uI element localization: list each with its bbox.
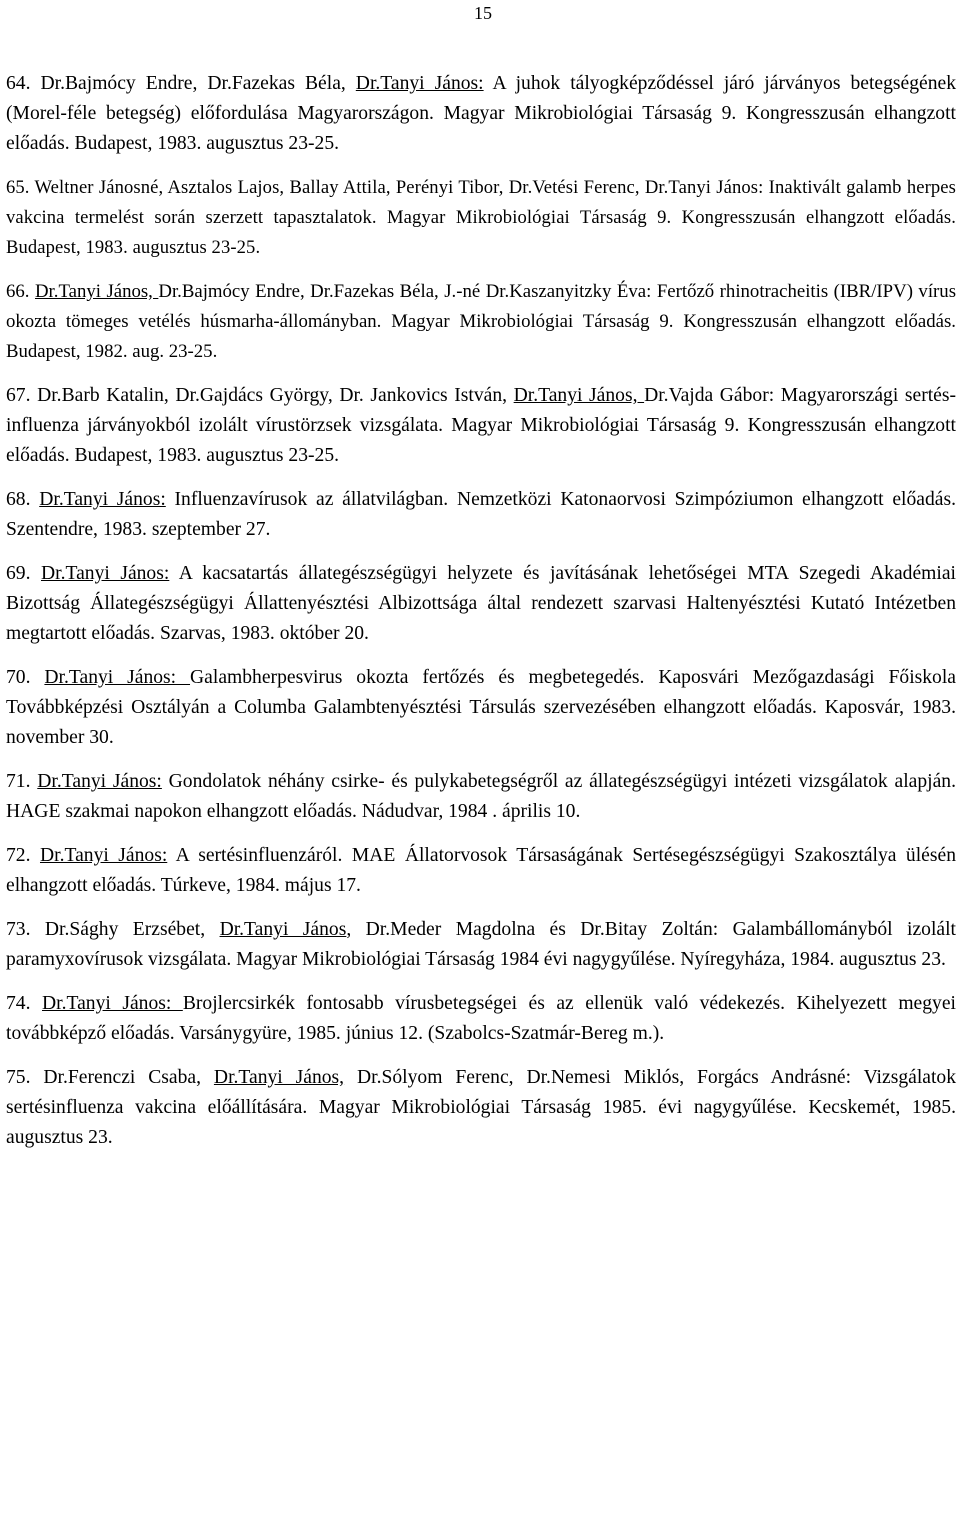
list-item — [6, 663, 956, 753]
list-item — [6, 989, 956, 1049]
entry-text-before: Dr.Bajmócy Endre, Dr.Fazekas Béla, — [30, 73, 356, 94]
entry-text-before — [31, 667, 45, 688]
entry-text-before: Weltner Jánosné, Asztalos Lajos, Ballay Attila, Perényi Tibor, Dr.Vetési Ferenc, Dr.Tanyi János: Inaktivált galamb herpes vakcina termelést során szerzett tapasztalatok. Magyar Mikrobiológiai Társaság 9. Kongresszusán elhangzott előadás. Budapest, 1983. augusztus 23-25. — [6, 177, 956, 258]
entry-number: 64. — [6, 73, 31, 94]
entry-number: 69. — [6, 563, 31, 584]
page-number: 15 — [474, 3, 492, 23]
entry-number: 71. — [6, 771, 31, 792]
entry-text-before — [31, 845, 40, 866]
entry-text-after: , Dr.Meder Magdolna és Dr.Bitay Zoltán: Galambállományból izolált paramyxovírusok vizsgálata. Magyar Mikrobiológiai Társaság 1984 évi nagygyűlése. Nyíregyháza, 1984. augusztus 23. — [6, 919, 956, 970]
list-item — [6, 559, 956, 649]
entry-author-underlined: Dr.Tanyi János: — [42, 993, 183, 1014]
entry-author-underlined: Dr.Tanyi János: — [44, 667, 191, 688]
entry-author-underlined: Dr.Tanyi János: — [355, 73, 484, 94]
list-item — [6, 485, 956, 545]
entry-author-underlined: Dr.Tanyi János, — [34, 281, 159, 302]
list-item — [6, 173, 956, 263]
entry-text-after: Influenzavírusok az állatvilágban. Nemzetközi Katonaorvosi Szimpóziumon elhangzott előadás. Szentendre, 1983. szeptember 27. — [6, 489, 956, 540]
list-item — [6, 1063, 956, 1153]
entry-number: 70. — [6, 667, 31, 688]
entry-author-underlined: Dr.Tanyi János: — [39, 489, 166, 510]
entry-text-before — [31, 489, 40, 510]
entry-text-after: Brojlercsirkék fontosabb vírusbetegségei és az ellenük való védekezés. Kihelyezett megyei továbbképző előadás. Varsánygyüre, 1985. június 12. (Szabolcs-Szatmár-Bereg m.). — [6, 993, 956, 1044]
list-item — [6, 767, 956, 827]
entry-author-underlined: Dr.Tanyi János, — [213, 1067, 345, 1088]
entry-author-underlined: Dr.Tanyi János, — [513, 385, 645, 406]
list-item — [6, 841, 956, 901]
entry-number: 73. — [6, 919, 31, 940]
entry-text-after: Galambherpesvirus okozta fertőzés és megbetegedés. Kaposvári Mezőgazdasági Főiskola Továbbképzési Osztályán a Columba Galambtenyésztési Társulás szervezésében elhangzott előadás. Kaposvár, 1983. november 30. — [6, 667, 956, 748]
entry-text-after: Dr.Vajda Gábor: Magyarországi sertés-influenza járványokból izolált vírustörzsek vizsgálata. Magyar Mikrobiológiai Társaság 9. Kongresszusán elhangzott előadás. Budapest, 1983. augusztus 23-25. — [6, 385, 957, 466]
entry-text-before: Dr.Sághy Erzsébet, — [30, 919, 220, 940]
entry-text-after: A kacsatartás állategészségügyi helyzete és javításának lehetőségei MTA Szegedi Akadémiai Bizottság Állategészségügyi Állattenyésztési Albizottsága által rendezett szarvasi Haltenyésztési Kutató Intézetben megtartott előadás. Szarvas, 1983. október 20. — [6, 563, 956, 644]
entry-number: 75. — [6, 1067, 31, 1088]
entry-text-after: Gondolatok néhány csirke- és pulykabetegségről az állategészségügyi intézeti vizsgálatok alapján. HAGE szakmai napokon elhangzott előadás. Nádudvar, 1984 . április 10. — [6, 771, 956, 822]
entry-text-after: Dr.Sólyom Ferenc, Dr.Nemesi Miklós, Forgács Andrásné: Vizsgálatok sertésinfluenza vakcina előállítására. Magyar Mikrobiológiai Társaság 1985. évi nagygyűlése. Kecskemét, 1985. augusztus 23. — [6, 1067, 956, 1148]
entry-number: 74. — [6, 993, 31, 1014]
entry-text-before: Dr.Ferenczi Csaba, — [30, 1067, 214, 1088]
publication-list — [6, 69, 956, 1167]
entry-text-after: A juhok tályogképződéssel járó járványos betegségének (Morel-féle betegség) előfordulása Magyarországon. Magyar Mikrobiológiai Társaság 9. Kongresszusán elhangzott előadás. Budapest, 1983. augusztus 23-25. — [6, 73, 957, 154]
list-item — [6, 381, 956, 471]
entry-author-underlined: Dr.Tanyi János — [219, 919, 347, 940]
entry-text-after: Dr.Bajmócy Endre, Dr.Fazekas Béla, J.-né Dr.Kaszanyitzky Éva: Fertőző rhinotracheitis (IBR/IPV) vírus okozta tömeges vetélés húsmarha-állományban. Magyar Mikrobiológiai Társaság 9. Kongresszusán elhangzott előadás. Budapest, 1982. aug. 23-25. — [6, 281, 956, 362]
entry-text-before — [31, 563, 42, 584]
entry-number: 72. — [6, 845, 31, 866]
entry-author-underlined: Dr.Tanyi János: — [39, 845, 168, 866]
list-item — [6, 277, 956, 367]
entry-text-before — [31, 993, 43, 1014]
entry-author-underlined: Dr.Tanyi János: — [41, 563, 170, 584]
entry-number: 65. — [6, 177, 30, 198]
entry-text-after: A sertésinfluenzáról. MAE Állatorvosok Társaságának Sertésegészségügyi Szakosztálya ülésén elhangzott előadás. Túrkeve, 1984. május 17. — [6, 845, 956, 896]
entry-author-underlined: Dr.Tanyi János: — [37, 771, 162, 792]
entry-text-before: Dr.Barb Katalin, Dr.Gajdács György, Dr. Jankovics István, — [30, 385, 514, 406]
list-item — [6, 915, 956, 975]
entry-number: 66. — [6, 281, 30, 302]
list-item — [6, 69, 956, 159]
entry-number: 67. — [6, 385, 31, 406]
entry-number: 68. — [6, 489, 31, 510]
